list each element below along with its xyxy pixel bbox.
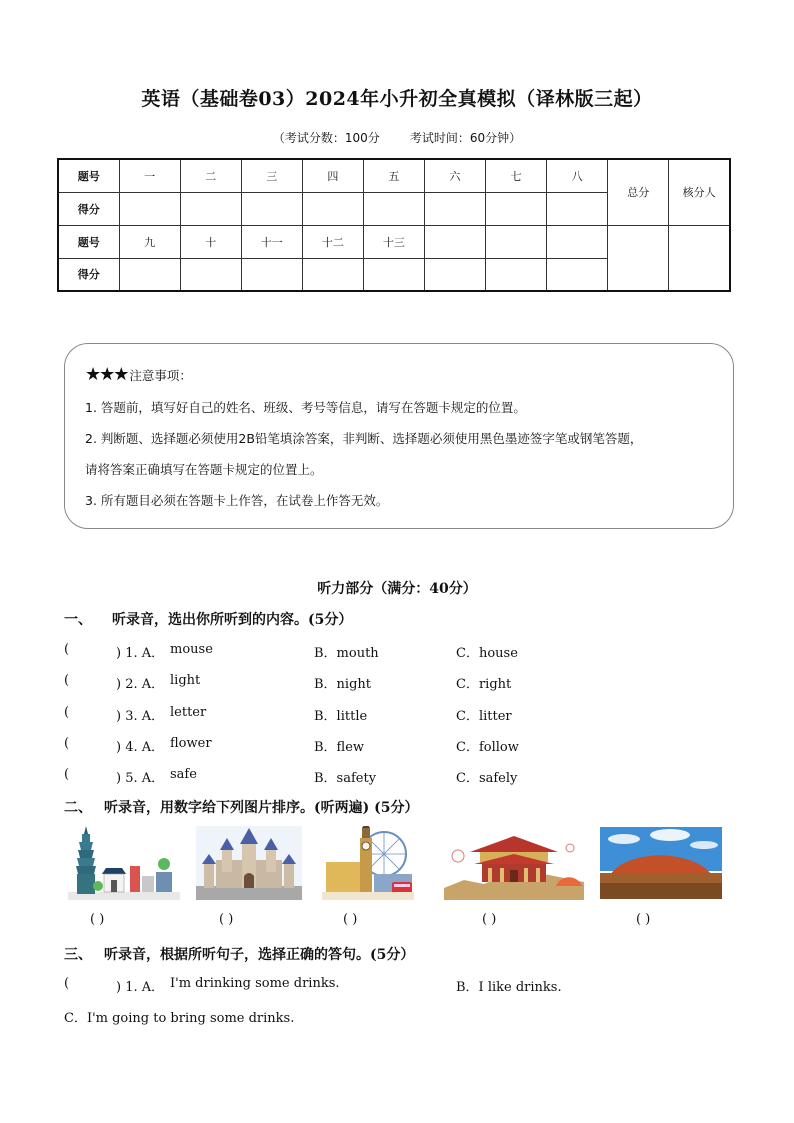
score-cell[interactable] (180, 192, 241, 225)
col-6: 六 (424, 159, 485, 192)
option-a: I'm drinking some drinks. (170, 976, 340, 991)
exam-info (0, 129, 794, 146)
col-5: 五 (363, 159, 424, 192)
taipei-101-picture (68, 826, 180, 900)
col-13: 十三 (363, 225, 424, 258)
question-row (64, 705, 744, 725)
answer-paren[interactable]: ( (64, 673, 70, 688)
label-defen-2: 得分 (58, 258, 119, 291)
empty-col (486, 225, 547, 258)
notice-heading (85, 364, 192, 385)
col-7: 七 (486, 159, 547, 192)
question-number: ) 1. A． (116, 980, 165, 995)
question-row (64, 976, 744, 996)
score-cell[interactable] (547, 192, 608, 225)
col-1: 一 (119, 159, 180, 192)
option-a: safe (170, 767, 197, 782)
checker-cell[interactable] (669, 225, 730, 291)
score-cell[interactable] (180, 258, 241, 291)
option-c: C．I'm going to bring some drinks. (64, 1011, 295, 1026)
part3-heading (64, 944, 414, 964)
option-b: B．I like drinks. (456, 980, 562, 995)
castle-picture (196, 826, 302, 900)
part3-num: 三、 (64, 947, 92, 963)
notice-item-2-cont: 请将答案正确填写在答题卡规定的位置上。 (85, 462, 323, 477)
col-11: 十一 (241, 225, 302, 258)
col-4: 四 (302, 159, 363, 192)
forbidden-city-picture (444, 826, 584, 900)
order-blank[interactable]: ( ) (482, 912, 497, 927)
empty-col (547, 225, 608, 258)
answer-paren[interactable]: ( (64, 705, 70, 720)
notice-item-1: 1. 答题前，填写好自己的姓名、班级、考号等信息，请写在答题卡规定的位置。 (85, 400, 526, 415)
listening-title: 听力部分（满分：40分） (317, 581, 477, 597)
order-blank[interactable]: ( ) (636, 912, 651, 927)
question-row (64, 1007, 744, 1027)
col-3: 三 (241, 159, 302, 192)
score-cell[interactable] (547, 258, 608, 291)
option-c: C．litter (456, 709, 512, 724)
total-score-cell[interactable] (608, 225, 669, 291)
question-number: ) 5. A． (116, 771, 165, 786)
score-cell[interactable] (486, 192, 547, 225)
option-c: C．safely (456, 771, 518, 786)
answer-paren[interactable]: ( (64, 736, 70, 751)
option-b: B．night (314, 677, 372, 692)
label-tihao-2: 题号 (58, 225, 119, 258)
question-number: ) 3. A． (116, 709, 165, 724)
notice-item-2: 2. 判断题、选择题必须使用2B铅笔填涂答案，非判断、选择题必须使用黑色墨迹签字笔或钢笔答题， (85, 431, 643, 446)
notice-item-3: 3. 所有题目必须在答题卡上作答，在试卷上作答无效。 (85, 493, 389, 508)
question-row (64, 767, 744, 787)
london-picture (322, 826, 414, 900)
option-c: C．house (456, 646, 518, 661)
star-icons: ★★★ (85, 364, 128, 385)
notice-box (64, 343, 734, 529)
col-12: 十二 (302, 225, 363, 258)
option-b: B．safety (314, 771, 377, 786)
option-a: flower (170, 736, 212, 751)
score-table (57, 158, 731, 292)
part2-heading (64, 797, 419, 817)
question-row (64, 673, 744, 693)
score-cell[interactable] (302, 192, 363, 225)
option-b: B．mouth (314, 646, 379, 661)
option-c: C．right (456, 677, 512, 692)
part1-num: 一、 (64, 612, 92, 628)
part3-heading-text: 听录音，根据所听句子，选择正确的答句。(5分） (104, 947, 415, 963)
score-cell[interactable] (486, 258, 547, 291)
empty-col (424, 225, 485, 258)
part2-heading-text: 听录音，用数字给下列图片排序。(听两遍) (5分） (104, 800, 419, 816)
label-tihao: 题号 (58, 159, 119, 192)
order-blank[interactable]: ( ) (90, 912, 105, 927)
col-9: 九 (119, 225, 180, 258)
option-b: B．flew (314, 740, 365, 755)
answer-paren[interactable]: ( (64, 767, 70, 782)
question-number: ) 4. A． (116, 740, 165, 755)
option-c: C．follow (456, 740, 519, 755)
question-row (64, 642, 744, 662)
order-blank[interactable]: ( ) (343, 912, 358, 927)
score-cell[interactable] (363, 258, 424, 291)
score-cell[interactable] (241, 192, 302, 225)
order-blank[interactable]: ( ) (219, 912, 234, 927)
question-number: ) 1. A． (116, 646, 165, 661)
score-cell[interactable] (241, 258, 302, 291)
score-cell[interactable] (424, 258, 485, 291)
page-title: 英语（基础卷03）2024年小升初全真模拟（译林版三起） (141, 88, 653, 110)
score-cell[interactable] (363, 192, 424, 225)
option-a: mouse (170, 642, 213, 657)
uluru-picture (600, 826, 722, 900)
part1-heading (64, 609, 352, 629)
part2-num: 二、 (64, 800, 92, 816)
col-2: 二 (180, 159, 241, 192)
score-info: （考试分数：100分 (272, 131, 380, 145)
score-cell[interactable] (302, 258, 363, 291)
time-info: 考试时间：60分钟） (409, 131, 522, 145)
notice-heading-text: 注意事项： (129, 368, 192, 383)
option-a: light (170, 673, 201, 688)
total-label: 总分 (608, 159, 669, 225)
score-cell[interactable] (119, 192, 180, 225)
part1-heading-text: 听录音，选出你所听到的内容。(5分） (112, 612, 353, 628)
checker-label: 核分人 (669, 159, 730, 225)
question-row (64, 736, 744, 756)
label-defen: 得分 (58, 192, 119, 225)
answer-paren[interactable]: ( (64, 976, 70, 991)
option-b: B．little (314, 709, 368, 724)
col-10: 十 (180, 225, 241, 258)
answer-paren[interactable]: ( (64, 642, 70, 657)
score-cell[interactable] (119, 258, 180, 291)
col-8: 八 (547, 159, 608, 192)
score-cell[interactable] (424, 192, 485, 225)
option-a: letter (170, 705, 207, 720)
question-number: ) 2. A． (116, 677, 165, 692)
